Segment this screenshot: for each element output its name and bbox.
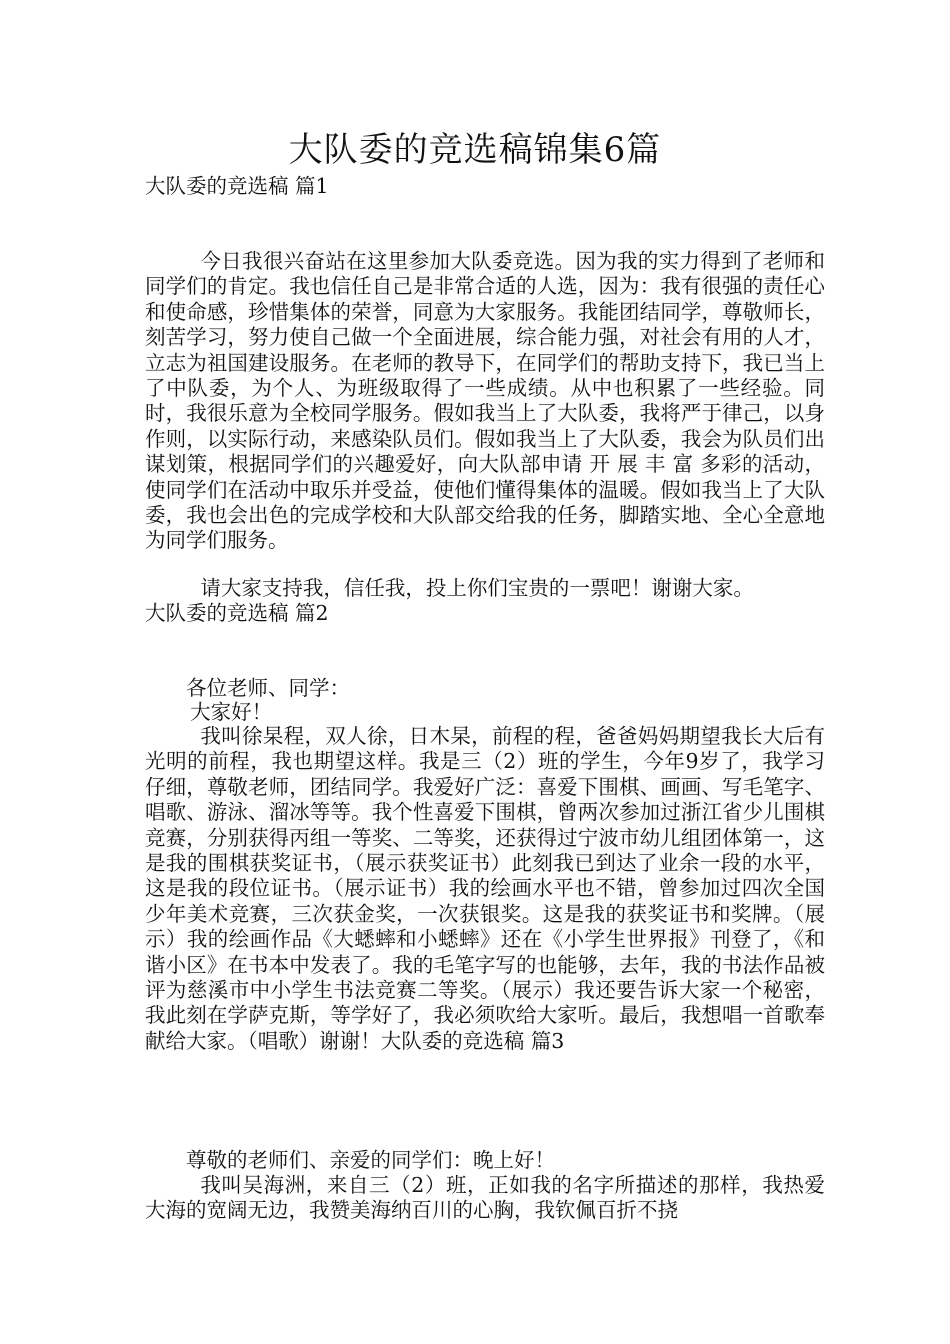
section1-paragraph-1: 今日我很兴奋站在这里参加大队委竞选。因为我的实力得到了老师和同学们的肯定。我也信任自己是非常合适的人选，因为：我有很强的责任心和使命感，珍惜集体的荣誉，同意为大家服务。我能团结同学，尊敬师长，刻苦学习，努力使自己做一个全面进展，综合能力强，对社会有用的人才，立志为祖国建设服务。在老师的教导下，在同学们的帮助支持下，我已当上了中队委，为个人、为班级取得了一些成绩。从中也积累了一些经验。同时，我很乐意为全校同学服务。假如我当上了大队委，我将严于律己，以身作则，以实际行动，来感染队员们。假如我当上了大队委，我会为队员们出谋划策，根据同学们的兴趣爱好，向大队部申请 开 展 丰 富 多彩的活动，使同学们在活动中取乐并受益，使他们懂得集体的温暖。假如我当上了大队委，我也会出色的完成学校和大队部交给我的任务，脚踏实地、全心全意地为同学们服务。 [145,249,825,553]
section2-hello: 大家好！ [190,700,273,724]
section2-paragraph-1: 我叫徐杲程，双人徐，日木杲，前程的程，爸爸妈妈期望我长大后有光明的前程，我也期望这样。我是三（2）班的学生，今年9岁了，我学习仔细，尊敬老师，团结同学。我爱好广泛：喜爱下围棋、画画、写毛笔字、唱歌、游泳、溜冰等等。我个性喜爱下围棋，曾两次参加过浙江省少儿围棋竞赛，分别获得丙组一等奖、二等奖，还获得过宁波市幼儿组团体第一，这是我的围棋获奖证书，（展示获奖证书）此刻我已到达了业余一段的水平，这是我的段位证书。（展示证书）我的绘画水平也不错，曾参加过四次全国少年美术竞赛，三次获金奖，一次获银奖。这是我的获奖证书和奖牌。（展示）我的绘画作品《大蟋蟀和小蟋蟀》还在《小学生世界报》刊登了，《和谐小区》在书本中发表了。我的毛笔字写的也能够，去年，我的书法作品被评为慈溪市中小学生书法竞赛二等奖。（展示）我还要告诉大家一个秘密，我此刻在学萨克斯，等学好了，我必须吹给大家听。最后，我想唱一首歌奉献给大家。（唱歌）谢谢！大队委的竞选稿 篇3 [145,724,825,1053]
section3-paragraph-1: 我叫吴海洲，来自三（2）班，正如我的名字所描述的那样，我热爱大海的宽阔无边，我赞美海纳百川的心胸，我钦佩百折不挠 [145,1173,825,1223]
document-title: 大队委的竞选稿锦集6篇 [288,130,662,170]
section2-greeting: 各位老师、同学： [186,676,350,700]
section-heading-1: 大队委的竞选稿 篇1 [145,174,329,198]
section1-paragraph-2: 请大家支持我，信任我，投上你们宝贵的一票吧！谢谢大家。 [200,576,754,600]
section3-greeting: 尊敬的老师们、亲爱的同学们：晚上好！ [186,1148,555,1172]
section-heading-2: 大队委的竞选稿 篇2 [145,601,329,625]
